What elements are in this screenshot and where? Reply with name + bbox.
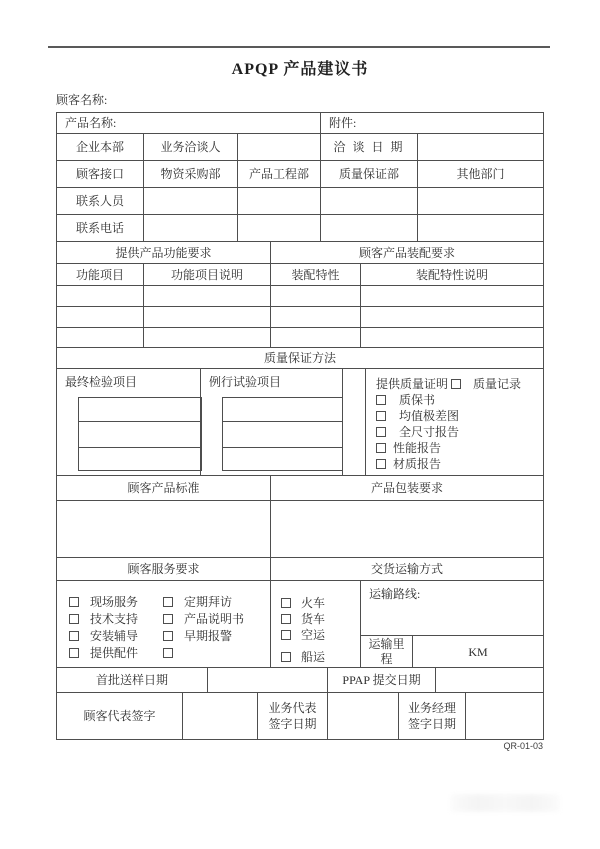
function-row-input[interactable] [270,285,361,307]
final-inspection-row[interactable] [79,448,201,470]
dept-other-label: 其他部门 [417,160,544,188]
final-inspection-row[interactable] [79,398,201,422]
service-option-row: 安装辅导 早期报警 [69,627,232,644]
function-row-input[interactable] [360,306,544,328]
onsite-service-checkbox[interactable] [69,597,79,607]
cert-item-row: 材质报告 [376,456,441,472]
mean-range-chart-checkbox[interactable] [376,411,386,421]
cert-item-row: 全尺寸报告 [376,424,459,440]
mileage-label-cell: 运输里程 [360,635,413,668]
faint-watermark [450,794,560,812]
mileage-unit-cell[interactable]: KM [412,635,544,668]
quality-method-header: 质量保证方法 [56,347,544,369]
full-dimension-report-checkbox[interactable] [376,427,386,437]
function-desc-col: 功能项目说明 [143,263,271,286]
sales-rep-signature-label: 业务代表 签字日期 [257,692,328,740]
installation-guidance-checkbox[interactable] [69,631,79,641]
final-inspection-cell: 最终检验项目 [56,368,201,476]
transport-mode-row: 货车 [281,611,325,627]
function-row-input[interactable] [143,306,271,328]
performance-report-checkbox[interactable] [376,443,386,453]
delivery-mode-header: 交货运输方式 [270,557,544,581]
customer-interface-label: 顾客接口 [56,160,144,188]
warranty-book-checkbox[interactable] [376,395,386,405]
spare-parts-checkbox[interactable] [69,648,79,658]
assembly-char-col: 装配特性 [270,263,361,286]
dept-quality-label: 质量保证部 [320,160,418,188]
contact-phone-input-4[interactable] [417,214,544,242]
contact-phone-input-2[interactable] [237,214,321,242]
first-sample-date-input[interactable] [207,667,328,693]
negotiator-label: 业务洽谈人 [143,133,238,161]
contact-person-input-3[interactable] [320,187,418,215]
function-row-input[interactable] [360,327,544,348]
contact-person-input-2[interactable] [237,187,321,215]
truck-checkbox[interactable] [281,614,291,624]
function-row-input[interactable] [143,327,271,348]
cert-item-row: 性能报告 [376,440,441,456]
routine-test-row[interactable] [223,422,342,448]
transport-mode-row: 火车 [281,595,325,611]
customer-rep-signature-input[interactable] [182,692,258,740]
periodic-visit-checkbox[interactable] [163,597,173,607]
manager-signature-label: 业务经理 签字日期 [398,692,466,740]
final-inspection-subtable [78,397,202,471]
routine-test-row[interactable] [223,448,342,470]
tech-support-checkbox[interactable] [69,614,79,624]
function-row-input[interactable] [270,306,361,328]
function-row-input[interactable] [56,285,144,307]
quality-spacer-cell [342,368,366,476]
quality-cert-cell [365,368,544,476]
early-warning-checkbox[interactable] [163,631,173,641]
manager-signature-input[interactable] [465,692,544,740]
function-req-header: 提供产品功能要求 [56,241,271,264]
service-option-row: 技术支持 产品说明书 [69,610,244,627]
assembly-req-header: 顾客产品装配要求 [270,241,544,264]
assembly-desc-col: 装配特性说明 [360,263,544,286]
negotiation-date-input-cell[interactable] [417,133,544,161]
ppap-date-label: PPAP 提交日期 [327,667,436,693]
transport-modes-cell [270,580,361,668]
blank-option-checkbox[interactable] [163,648,173,658]
product-standard-input[interactable] [56,500,271,558]
service-option-row: 现场服务 定期拜访 [69,593,232,610]
dept-engineering-label: 产品工程部 [237,160,321,188]
contact-phone-input-1[interactable] [143,214,238,242]
negotiator-input-cell[interactable] [237,133,321,161]
packaging-req-header: 产品包装要求 [270,475,544,501]
transport-mode-row: 船运 [281,649,325,665]
routine-test-row[interactable] [223,398,342,422]
routine-test-subtable [222,397,343,471]
product-manual-checkbox[interactable] [163,614,173,624]
cert-item-row: 均值极差图 [376,408,459,424]
function-item-col: 功能项目 [56,263,144,286]
train-checkbox[interactable] [281,598,291,608]
function-row-input[interactable] [56,327,144,348]
sales-rep-signature-input[interactable] [327,692,399,740]
service-option-row: 提供配件 [69,644,184,661]
contact-person-label: 联系人员 [56,187,144,215]
contact-person-input-1[interactable] [143,187,238,215]
routine-test-cell: 例行试验项目 [200,368,343,476]
packaging-req-input[interactable] [270,500,544,558]
material-report-checkbox[interactable] [376,459,386,469]
customer-rep-signature-label: 顾客代表签字 [56,692,183,740]
negotiation-date-label: 洽 谈 日 期 [320,133,418,161]
contact-phone-input-3[interactable] [320,214,418,242]
page-title: APQP 产品建议书 [231,61,369,78]
quality-record-checkbox[interactable] [451,379,461,389]
service-req-header: 顾客服务要求 [56,557,271,581]
first-sample-date-label: 首批送样日期 [56,667,208,693]
service-options-cell [56,580,271,668]
route-cell[interactable]: 运输路线: [360,580,544,636]
function-row-input[interactable] [270,327,361,348]
contact-phone-label: 联系电话 [56,214,144,242]
cert-item-row: 质保书 [376,392,435,408]
product-name-cell: 产品名称: [56,112,321,134]
top-rule [48,46,550,48]
ship-checkbox[interactable] [281,652,291,662]
dept-purchasing-label: 物资采购部 [143,160,238,188]
transport-mode-row: 空运 [281,627,325,643]
function-row-input[interactable] [56,306,144,328]
attachment-cell: 附件: [320,112,544,134]
product-standard-header: 顾客产品标准 [56,475,271,501]
function-row-input[interactable] [360,285,544,307]
hq-label: 企业本部 [56,133,144,161]
quality-cert-header-row: 提供质量证明 质量记录 [376,377,522,391]
contact-person-input-4[interactable] [417,187,544,215]
air-freight-checkbox[interactable] [281,630,291,640]
ppap-date-input[interactable] [435,667,544,693]
final-inspection-row[interactable] [79,422,201,448]
customer-name-label: 顾客名称: [56,93,108,107]
function-row-input[interactable] [143,285,271,307]
form-code: QR-01-03 [503,741,543,751]
